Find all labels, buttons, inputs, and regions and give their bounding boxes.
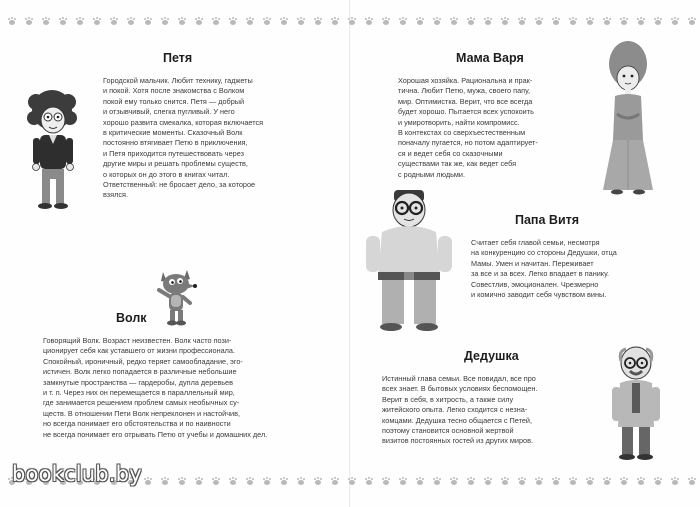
paw-print-icon bbox=[382, 477, 390, 485]
petya-line: взялся. bbox=[103, 190, 128, 200]
paw-print-icon bbox=[450, 17, 458, 25]
paw-print-border-top bbox=[0, 14, 700, 30]
paw-print-icon bbox=[535, 477, 543, 485]
volk-line: замкнутые пространства — гардеробы, дупла деревьев bbox=[43, 377, 233, 387]
paw-print-icon bbox=[263, 17, 271, 25]
paw-print-icon bbox=[620, 17, 628, 25]
paw-print-icon bbox=[42, 17, 50, 25]
paw-print-icon bbox=[144, 477, 152, 485]
papa-description bbox=[471, 238, 671, 300]
paw-print-icon bbox=[637, 17, 645, 25]
paw-print-icon bbox=[93, 17, 101, 25]
paw-print-icon bbox=[603, 477, 611, 485]
paw-print-icon bbox=[399, 477, 407, 485]
mama-line: В контекстах со сверхъестественным bbox=[398, 128, 526, 138]
mama-line: поначалу пугается, но потом адаптирует- bbox=[398, 138, 538, 148]
mama-line: существами так же, как ведет себя bbox=[398, 159, 517, 169]
volk-line: где занимается решением проблем самых необычных су- bbox=[43, 398, 240, 408]
paw-print-icon bbox=[314, 17, 322, 25]
paw-print-icon bbox=[518, 17, 526, 25]
papa-line: Совестлив, эмоционален. Чрезмерно bbox=[471, 279, 599, 289]
dedushka-line: поэтому становится основной жертвой bbox=[382, 426, 514, 436]
volk-line: и т. п. Через них он перемещается в параллельный мир, bbox=[43, 388, 235, 398]
paw-print-icon bbox=[280, 477, 288, 485]
volk-line: ществ. В отношении Пети Волк непреклонен и настойчив, bbox=[43, 408, 240, 418]
dedushka-line: Верит в себя, в хитрость, а также силу bbox=[382, 394, 514, 404]
paw-print-icon bbox=[178, 17, 186, 25]
dedushka-line: визитов постоянных гостей из других миров. bbox=[382, 436, 533, 446]
page-gutter bbox=[349, 0, 351, 507]
papa-heading: Папа Витя bbox=[515, 213, 580, 227]
paw-print-icon bbox=[484, 477, 492, 485]
paw-print-icon bbox=[603, 17, 611, 25]
paw-print-icon bbox=[586, 477, 594, 485]
paw-print-icon bbox=[654, 477, 662, 485]
paw-print-icon bbox=[76, 17, 84, 25]
paw-print-icon bbox=[280, 17, 288, 25]
papa-line: на конкуренцию со стороны Дедушки, отца bbox=[471, 248, 617, 258]
petya-line: покой ему только снится. Петя — добрый bbox=[103, 96, 245, 106]
paw-print-icon bbox=[569, 17, 577, 25]
volk-line: Спокойный, ироничный, редко теряет самообладание, эго- bbox=[43, 356, 243, 366]
petya-line: постоянно втягивает Петю в приключения, bbox=[103, 138, 248, 148]
paw-print-icon bbox=[229, 477, 237, 485]
mama-line: с родными людьми. bbox=[398, 169, 466, 179]
paw-print-icon bbox=[586, 17, 594, 25]
mama-description bbox=[398, 76, 594, 180]
paw-print-icon bbox=[110, 17, 118, 25]
paw-print-icon bbox=[535, 17, 543, 25]
mama-line: ся и ведет себя со сказочными bbox=[398, 148, 503, 158]
petya-line: Городской мальчик. Любит технику, гаджеты bbox=[103, 76, 253, 85]
paw-print-icon bbox=[161, 477, 169, 485]
paw-print-icon bbox=[467, 477, 475, 485]
paw-print-icon bbox=[382, 17, 390, 25]
paw-print-icon bbox=[450, 477, 458, 485]
dedushka-line: комцами. Дедушка тесно общается с Петей, bbox=[382, 415, 533, 425]
volk-line: истичен. Волк легко попадается в различные небольшие bbox=[43, 367, 237, 377]
paw-print-icon bbox=[433, 477, 441, 485]
paw-print-icon bbox=[212, 477, 220, 485]
paw-print-icon bbox=[195, 477, 203, 485]
volk-line: не всегда понимает его отрывать Петю от учебы и домашних дел. bbox=[43, 429, 268, 439]
paw-print-icon bbox=[501, 17, 509, 25]
dedushka-heading: Дедушка bbox=[464, 349, 519, 363]
paw-print-icon bbox=[297, 17, 305, 25]
paw-print-icon bbox=[144, 17, 152, 25]
paw-print-icon bbox=[246, 17, 254, 25]
volk-illustration bbox=[153, 266, 201, 328]
dedushka-line: житейского опыта. Легко сходится с незна- bbox=[382, 405, 528, 415]
paw-print-icon bbox=[348, 477, 356, 485]
mama-line: и умиротворить, найти компромисс. bbox=[398, 117, 520, 127]
mama-line: тична. Любит Петю, мужа, своего папу, bbox=[398, 86, 531, 96]
mama-line: мир. Оптимистка. Верит, что все всегда bbox=[398, 96, 533, 106]
petya-description bbox=[103, 76, 317, 201]
volk-line: ционирует себя как уставшего от жизни профессионала. bbox=[43, 346, 236, 356]
petya-line: и отзывчивый, слегка пугливый. У него bbox=[103, 107, 235, 117]
volk-description bbox=[43, 336, 281, 440]
mama-line: будет хорошо. Пытается всех успокоить bbox=[398, 107, 534, 117]
paw-print-icon bbox=[688, 477, 696, 485]
paw-print-icon bbox=[161, 17, 169, 25]
paw-print-icon bbox=[297, 477, 305, 485]
paw-print-icon bbox=[365, 17, 373, 25]
paw-print-icon bbox=[671, 477, 679, 485]
papa-line: и комично заводит себя чувством вины. bbox=[471, 290, 607, 300]
petya-line: хорошо развита смекалка, которая включается bbox=[103, 117, 264, 127]
petya-line: другие миры и решать проблемы существ, bbox=[103, 159, 248, 169]
petya-heading: Петя bbox=[163, 51, 193, 65]
paw-print-icon bbox=[637, 477, 645, 485]
paw-print-icon bbox=[518, 477, 526, 485]
petya-illustration bbox=[22, 88, 84, 210]
paw-print-icon bbox=[263, 477, 271, 485]
volk-line: но всегда понимает его обстоятельства и по наивности bbox=[43, 419, 231, 429]
paw-print-icon bbox=[229, 17, 237, 25]
paw-print-icon bbox=[127, 17, 135, 25]
dedushka-description bbox=[382, 374, 606, 447]
paw-print-icon bbox=[433, 17, 441, 25]
paw-print-icon bbox=[416, 477, 424, 485]
paw-print-icon bbox=[314, 477, 322, 485]
volk-line: Говорящий Волк. Возраст неизвестен. Волк часто пози- bbox=[43, 336, 232, 345]
petya-line: и Петя приходится путешествовать через bbox=[103, 148, 244, 158]
papa-line: Мамы. Умен и начитан. Переживает bbox=[471, 258, 594, 268]
petya-line: в критические моменты. Сказочный Волк bbox=[103, 128, 243, 138]
paw-print-icon bbox=[331, 477, 339, 485]
petya-line: о которых он до этого в книгах читал. bbox=[103, 169, 230, 179]
mama-line: Хорошая хозяйка. Рациональна и прак- bbox=[398, 76, 533, 85]
paw-print-icon bbox=[416, 17, 424, 25]
petya-line: и покой. Хотя после знакомства с Волком bbox=[103, 86, 245, 96]
paw-print-icon bbox=[348, 17, 356, 25]
papa-illustration bbox=[360, 188, 460, 334]
papa-line: за все и за всех. Легко впадает в панику. bbox=[471, 269, 610, 279]
paw-print-icon bbox=[467, 17, 475, 25]
paw-print-icon bbox=[569, 477, 577, 485]
paw-print-icon bbox=[552, 477, 560, 485]
paw-print-icon bbox=[688, 17, 696, 25]
paw-print-icon bbox=[365, 477, 373, 485]
papa-line: Считает себя главой семьи, несмотря bbox=[471, 238, 600, 247]
mama-heading: Мама Варя bbox=[456, 51, 524, 65]
paw-print-icon bbox=[212, 17, 220, 25]
paw-print-icon bbox=[671, 17, 679, 25]
paw-print-icon bbox=[25, 17, 33, 25]
paw-print-icon bbox=[399, 17, 407, 25]
petya-line: Ответственный: не бросает дело, за которое bbox=[103, 180, 256, 190]
paw-print-icon bbox=[552, 17, 560, 25]
volk-heading: Волк bbox=[116, 311, 147, 325]
paw-print-icon bbox=[178, 477, 186, 485]
paw-print-icon bbox=[484, 17, 492, 25]
paw-print-icon bbox=[8, 17, 16, 25]
paw-print-icon bbox=[654, 17, 662, 25]
paw-print-icon bbox=[620, 477, 628, 485]
dedushka-illustration bbox=[606, 343, 668, 465]
paw-print-icon bbox=[331, 17, 339, 25]
paw-print-icon bbox=[501, 477, 509, 485]
dedushka-line: всех знает. В бытовых условиях беспомощен. bbox=[382, 384, 538, 394]
paw-print-icon bbox=[195, 17, 203, 25]
watermark: bookclub.by bbox=[12, 462, 142, 486]
dedushka-line: Истинный глава семьи. Все повидал, все про bbox=[382, 374, 536, 383]
paw-print-icon bbox=[59, 17, 67, 25]
mama-illustration bbox=[597, 40, 659, 200]
paw-print-icon bbox=[246, 477, 254, 485]
